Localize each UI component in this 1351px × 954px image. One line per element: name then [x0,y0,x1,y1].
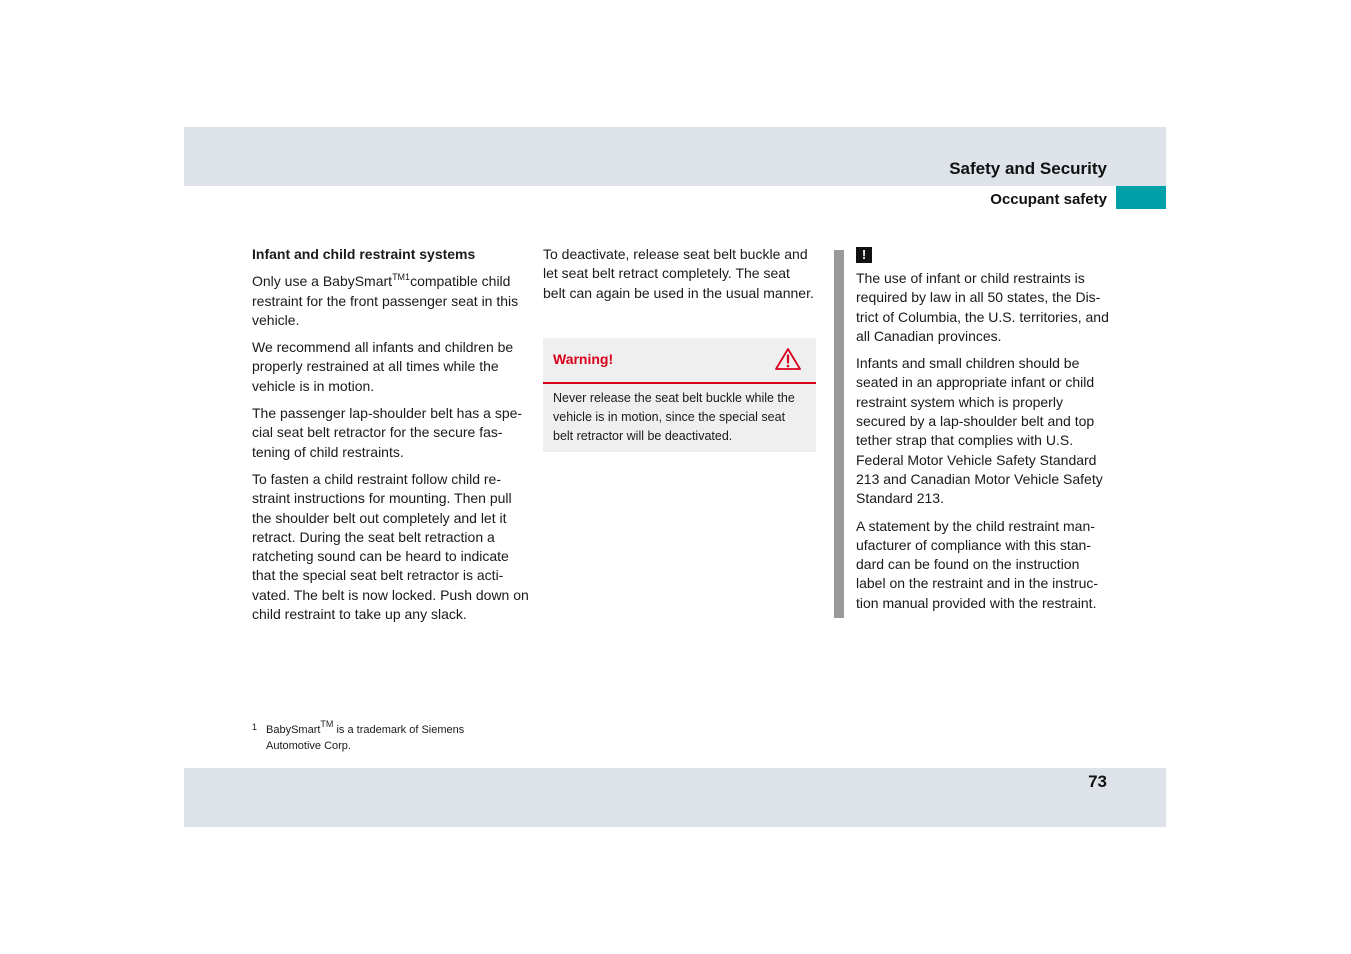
trademark-superscript: TM1 [392,271,411,282]
warning-box [543,338,816,452]
column-2 [543,245,816,311]
section-tab-marker [1116,186,1166,209]
col3-paragraph-2: Infants and small children should be seated in an appropriate infant or child restraint system which is properly secured by a lap-shoulder belt and top tether strap that complies with U.S. Federal Motor Vehicle Safety Standard 213 and Canadian Motor Vehicle Safety Standard 213. [856,355,1103,507]
subsection-title: Occupant safety [990,191,1107,208]
column-3 [856,245,1112,621]
section-title: Safety and Security [949,159,1107,178]
col1-paragraph-4: To fasten a child restraint follow child re-straint instructions for mounting. Then pull the shoulder belt out completely and let it retract. During the seat belt retraction a ratcheting sound can be heard to indicate that the special seat belt retractor is acti-vated. The belt is now locked. Push down on child restraint to take up any slack. [252,470,529,623]
warning-title: Warning! [553,351,614,367]
p1-text-pre: Only use a BabySmart [252,273,393,290]
col3-paragraph-3: A statement by the child restraint man-ufacturer of compliance with this stan-dard can be found on the instruction label on the restraint and in the instruc-tion manual provided with the restraint. [856,517,1099,611]
warning-text: Never release the seat belt buckle while the vehicle is in motion, since the special seat belt retractor will be deactivated. [553,391,795,443]
footnote [252,719,512,754]
column-1 [252,245,530,632]
exclamation-icon: ! [856,247,872,263]
footer-band [184,768,1166,827]
col1-paragraph-1 [252,272,530,330]
col1-paragraph-3: The passenger lap-shoulder belt has a spe-cial seat belt retractor for the secure fas-tening of child restraints. [252,405,523,460]
page-number: 73 [1088,772,1107,791]
footnote-post: is a trademark of Siemens Automotive Corp. [266,724,465,752]
restraint-heading: Infant and child restraint systems [252,246,476,262]
footnote-text [266,719,512,754]
footnote-pre: BabySmart [266,724,321,736]
warning-header [543,338,816,384]
col1-paragraph-2: We recommend all infants and children be properly restrained at all times while the vehicle is in motion. [252,339,514,394]
footnote-mark: 1 [252,722,258,732]
note-bar [834,250,844,618]
p1-text-post: compatible child restraint for the front passenger seat in this vehicle. [252,273,519,328]
col3-paragraph-1: The use of infant or child restraints is required by law in all 50 states, the Dis-trict of Columbia, the U.S. territories, and all Canadian provinces. [856,270,1109,344]
warning-triangle-icon [775,347,801,371]
footnote-superscript: TM [320,719,334,730]
col2-paragraph-1: To deactivate, release seat belt buckle and let seat belt retract completely. The seat belt can again be used in the usual manner. [543,246,814,301]
